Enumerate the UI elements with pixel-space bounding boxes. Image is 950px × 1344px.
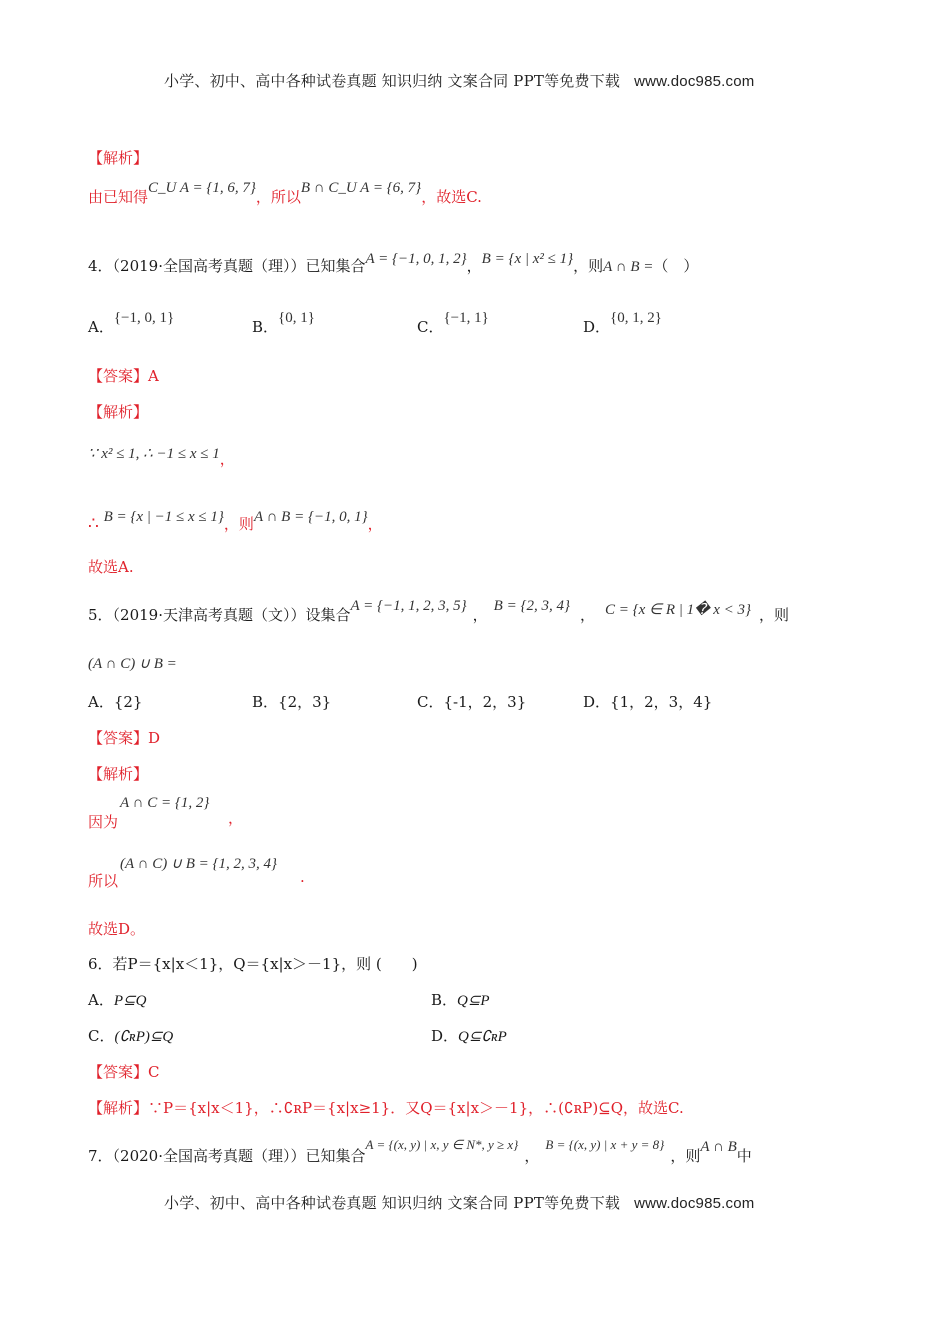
q6-option-b-label: B． xyxy=(431,991,458,1009)
q4-expr: A ∩ B = xyxy=(603,259,654,275)
q4-option-b-label: B． xyxy=(252,318,279,336)
q4-option-d-value: {0, 1, 2} xyxy=(610,310,662,326)
q7-stem-text: 7．（2020·全国高考真题（理））已知集合 xyxy=(88,1147,366,1165)
q4-stem-text: 4．（2019·全国高考真题（理））已知集合 xyxy=(88,257,366,275)
q3-solution-line xyxy=(88,180,482,207)
q4-set-a: A = {−1, 0, 1, 2} xyxy=(365,251,467,267)
q3-end: ，故选C. xyxy=(421,188,482,206)
q5-option-c[interactable] xyxy=(417,691,526,712)
q7-set-b: B = {(x, y) | x + y = 8} xyxy=(545,1137,665,1152)
q3-mid: ，所以 xyxy=(255,188,301,206)
q5-expr: (A ∩ C) ∪ B = xyxy=(88,656,177,672)
q5-set-b: B = {2, 3, 4} xyxy=(493,598,570,614)
header-text: 小学、初中、高中各种试卷真题 知识归纳 文案合同 PPT等免费下载 xyxy=(164,72,621,90)
q6-option-b[interactable] xyxy=(431,989,490,1010)
q4-option-d[interactable] xyxy=(583,310,662,337)
q6-option-d-value: Q⊆∁ʀP xyxy=(458,1029,507,1045)
q4-option-b-value: {0, 1} xyxy=(278,310,315,326)
q6-option-d[interactable] xyxy=(431,1025,507,1046)
q3-pre: 由已知得 xyxy=(88,188,149,206)
q7-ask: ，则 xyxy=(670,1147,701,1165)
q4-option-d-label: D． xyxy=(583,318,611,336)
q7-expr: A ∩ B xyxy=(700,1139,737,1155)
q5-ask: ，则 xyxy=(759,606,790,624)
q5-sep2: ， xyxy=(579,606,595,624)
page-header xyxy=(164,70,754,91)
q4-step2 xyxy=(88,505,383,534)
q7-sep: ， xyxy=(524,1147,540,1165)
q3-math1: C_U A = {1, 6, 7} xyxy=(148,180,256,196)
q6-option-d-label: D． xyxy=(431,1027,459,1045)
header-site[interactable]: www.doc985.com xyxy=(634,73,755,90)
q6-option-b-value: Q⊆P xyxy=(457,993,490,1009)
q6-answer: 【答案】C xyxy=(88,1063,160,1081)
q6-stem: 6．若P＝{x|x＜1}，Q＝{x|x＞－1}，则 ( ) xyxy=(88,955,418,973)
q6-option-c-value: (∁ʀP)⊆Q xyxy=(114,1029,174,1045)
q7-stem xyxy=(88,1137,752,1166)
q4-step1-math: ∵ x² ≤ 1, ∴ −1 ≤ x ≤ 1 xyxy=(88,446,220,462)
q4-stem xyxy=(88,251,699,276)
q4-step2-mid: ，则 xyxy=(223,515,254,533)
q4-step2-math-b: A ∩ B = {−1, 0, 1} xyxy=(253,509,368,525)
q5-analysis-label: 【解析】 xyxy=(88,765,149,783)
q6-option-c-label: C． xyxy=(88,1027,115,1045)
q4-paren: （ ） xyxy=(653,257,699,275)
q4-set-b: B = {x | x² ≤ 1} xyxy=(481,251,574,267)
q5-because: 因为 xyxy=(88,813,119,831)
q7-set-a: A = {(x, y) | x, y ∈ N*, y ≥ x} xyxy=(365,1137,519,1152)
q5-option-d-label: D． xyxy=(583,693,611,711)
q5-stem xyxy=(88,598,790,625)
q4-therefore: ∴ xyxy=(88,514,99,534)
q5-so: 所以 xyxy=(88,872,119,890)
q5-option-a-label: A． xyxy=(88,693,114,711)
q5-option-b[interactable] xyxy=(252,691,331,712)
q6-analysis: 【解析】∵P＝{x|x＜1}，∴∁ʀP＝{x|x≥1}．又Q＝{x|x＞－1}，∴(∁ʀP)⊆Q，故选C. xyxy=(88,1099,684,1117)
q4-analysis-label: 【解析】 xyxy=(88,403,149,421)
footer-text: 小学、初中、高中各种试卷真题 知识归纳 文案合同 PPT等免费下载 xyxy=(164,1194,621,1212)
q5-set-a: A = {−1, 1, 2, 3, 5} xyxy=(350,598,467,614)
q4-option-a-value: {−1, 0, 1} xyxy=(113,310,175,326)
q5-step1-end: ， xyxy=(228,809,244,827)
q5-option-c-value: {-1，2，3} xyxy=(443,693,527,711)
q5-step2-math: (A ∩ C) ∪ B = {1, 2, 3, 4} xyxy=(120,856,277,872)
q5-option-d-value: {1，2，3，4} xyxy=(610,693,713,711)
q6-option-a[interactable] xyxy=(88,989,146,1010)
q5-conclusion: 故选D。 xyxy=(88,920,146,938)
footer-site[interactable]: www.doc985.com xyxy=(634,1195,755,1212)
q4-step1 xyxy=(88,442,235,468)
q5-option-c-label: C． xyxy=(417,693,444,711)
q5-step1-math: A ∩ C = {1, 2} xyxy=(120,795,210,811)
q3-math2: B ∩ C_U A = {6, 7} xyxy=(300,180,422,196)
q5-option-b-value: {2，3} xyxy=(278,693,332,711)
q4-option-a[interactable] xyxy=(88,310,175,337)
q4-step1-end: ， xyxy=(219,450,235,468)
q4-step2-math: B = {x | −1 ≤ x ≤ 1} xyxy=(103,509,224,525)
q6-option-a-label: A． xyxy=(88,991,114,1009)
q5-step2-end: . xyxy=(300,868,305,886)
q6-option-c[interactable] xyxy=(88,1025,173,1046)
q4-option-a-label: A． xyxy=(88,318,114,336)
q4-option-b[interactable] xyxy=(252,310,315,337)
q5-option-d[interactable] xyxy=(583,691,712,712)
q5-answer: 【答案】D xyxy=(88,729,161,747)
q5-option-a[interactable] xyxy=(88,691,142,712)
q3-analysis-label: 【解析】 xyxy=(88,149,149,167)
q4-answer: 【答案】A xyxy=(88,367,159,385)
q4-conclusion: 故选A. xyxy=(88,558,134,576)
q6-option-a-value: P⊆Q xyxy=(113,993,147,1009)
q5-option-b-label: B． xyxy=(252,693,279,711)
q7-end: 中 xyxy=(736,1147,752,1165)
q5-sep1: ， xyxy=(472,606,488,624)
q4-ask: ，则 xyxy=(573,257,604,275)
q4-option-c-label: C． xyxy=(417,318,444,336)
q5-option-a-value: {2} xyxy=(113,693,143,711)
q4-sep: ， xyxy=(466,257,482,275)
q5-set-c: C = {x ∈ R | 1� x < 3} xyxy=(604,602,752,618)
q4-option-c-value: {−1, 1} xyxy=(443,310,489,326)
q4-option-c[interactable] xyxy=(417,310,489,337)
q4-step2-end: ， xyxy=(367,515,383,533)
page-footer xyxy=(164,1192,754,1213)
q5-stem-text: 5．（2019·天津高考真题（文））设集合 xyxy=(88,606,351,624)
